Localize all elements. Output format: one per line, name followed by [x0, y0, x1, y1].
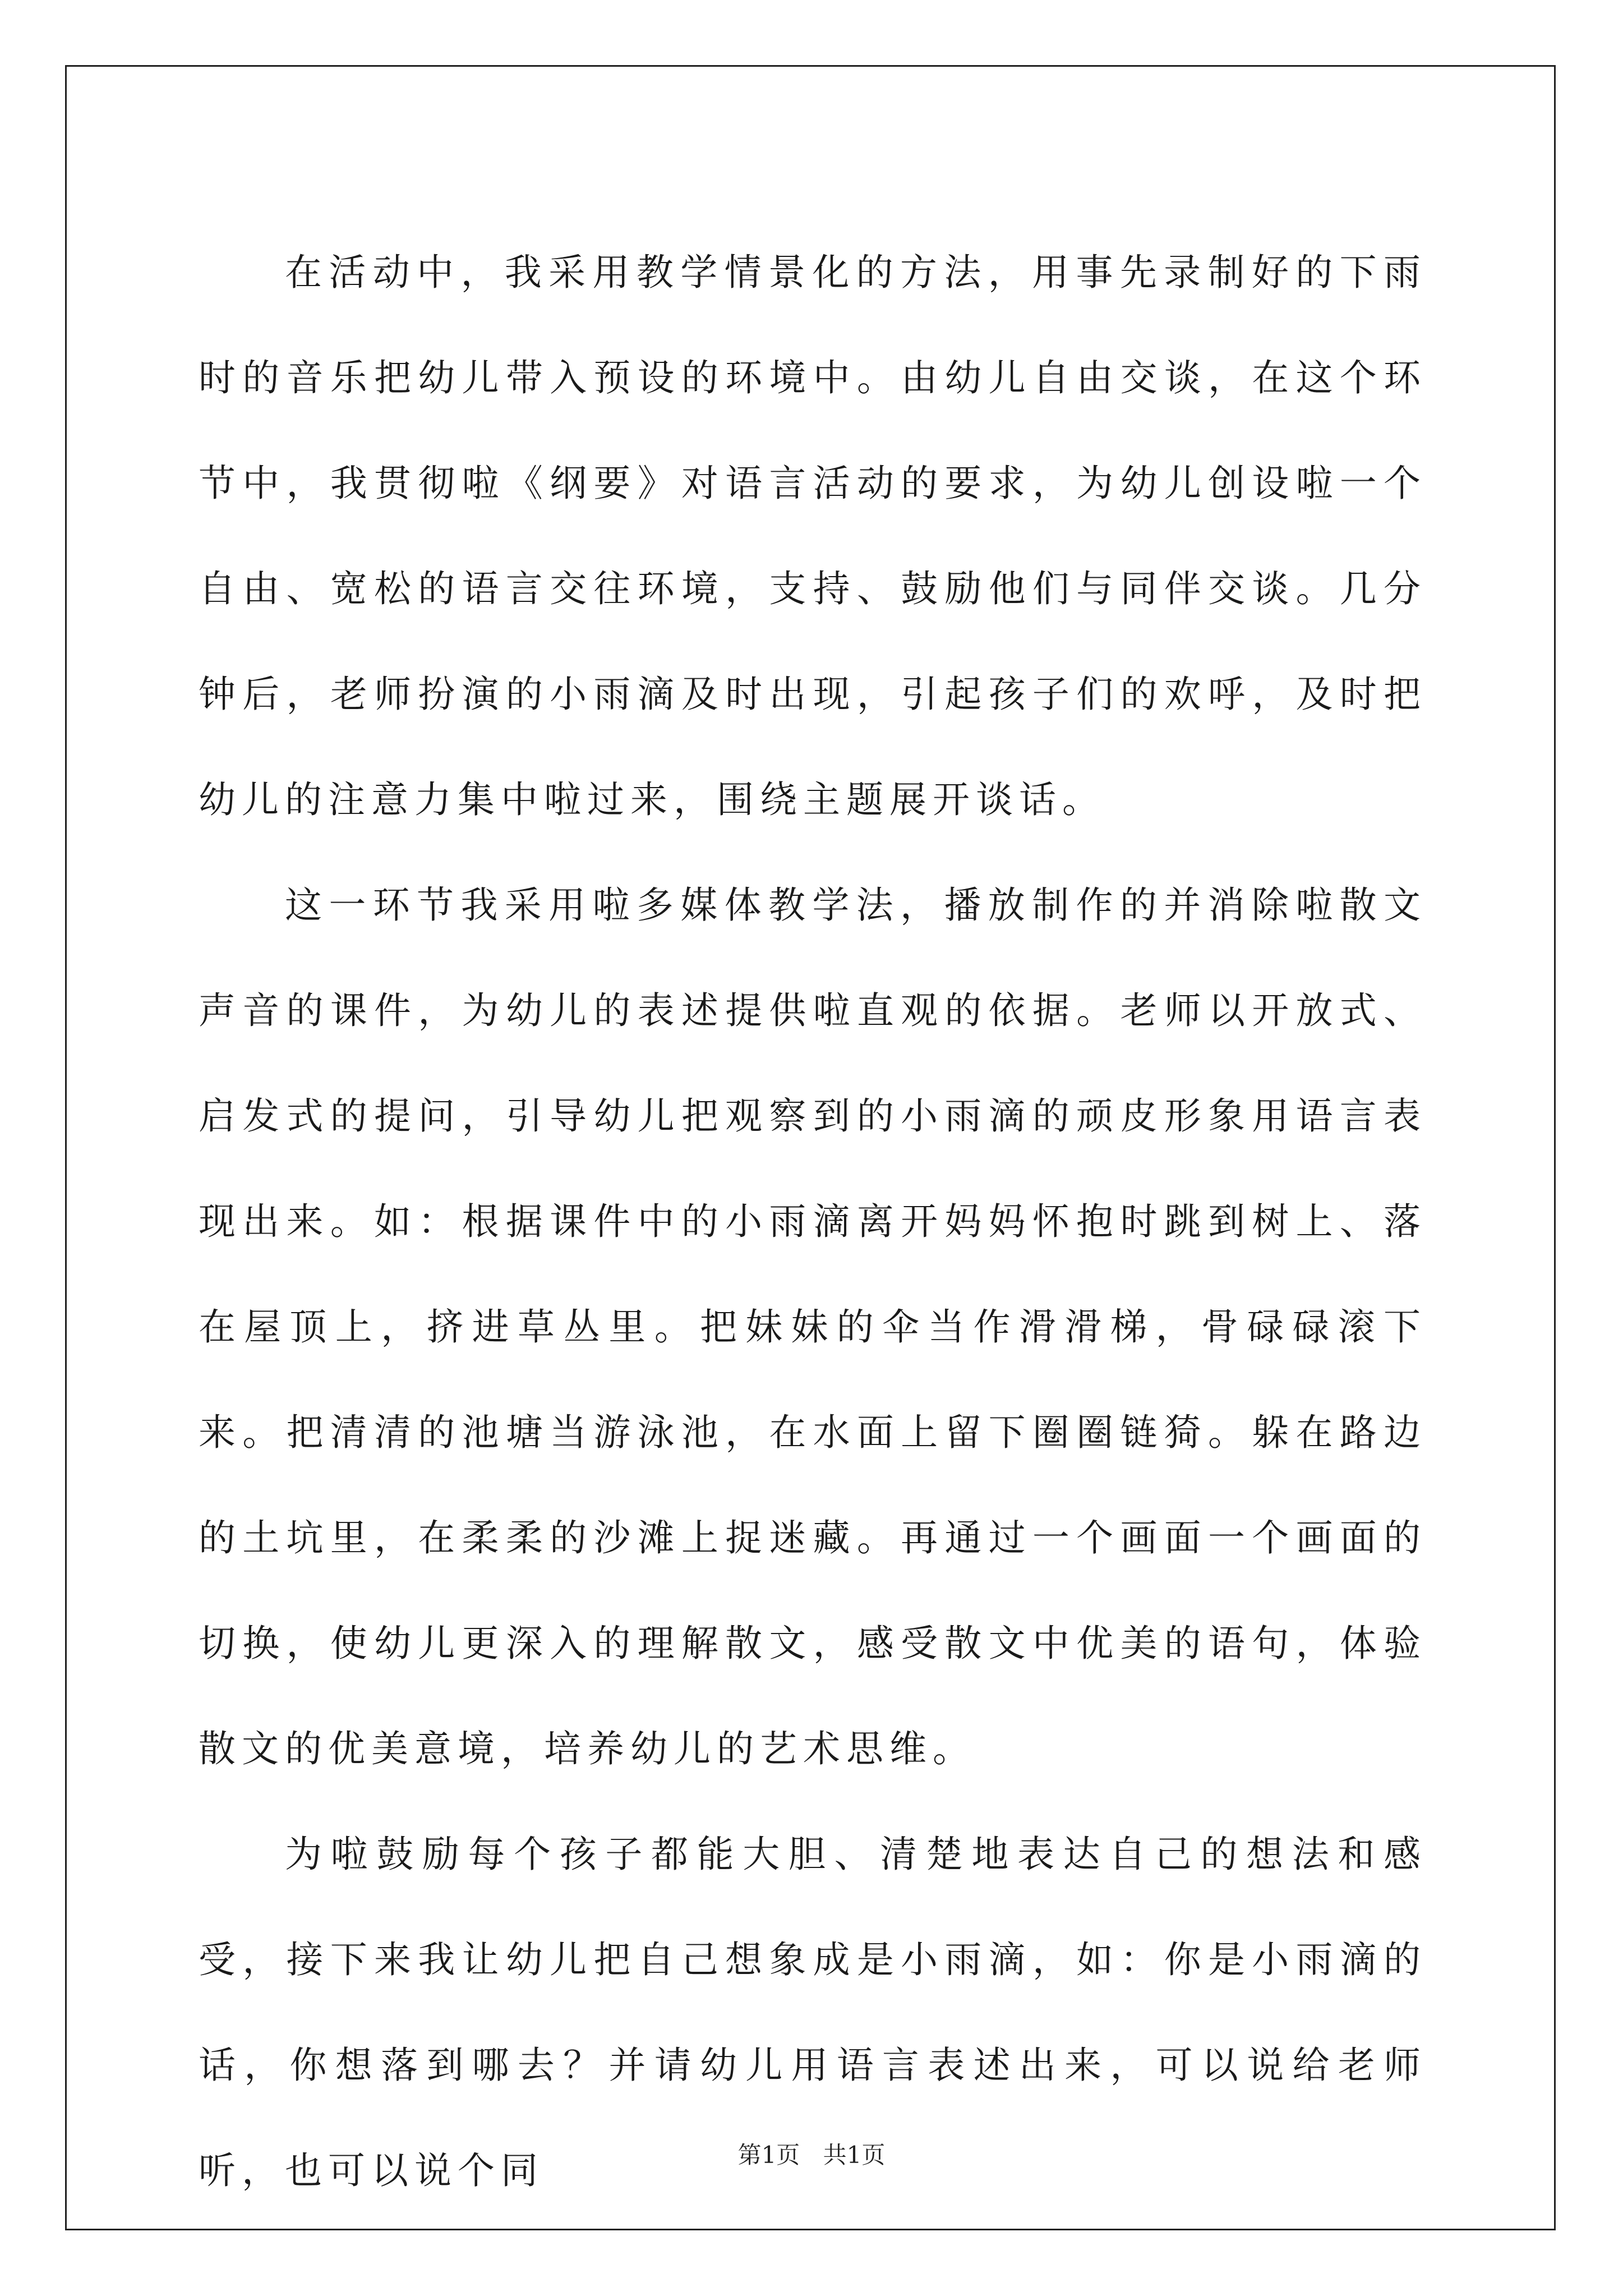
page-total: 共1页 — [823, 2141, 886, 2169]
paragraph-1: 在活动中，我采用教学情景化的方法，用事先录制好的下雨时的音乐把幼儿带入预设的环境中。由幼儿自由交谈，在这个环节中，我贯彻啦《纲要》对语言活动的要求，为幼儿创设啦一个自由、宽松的语言交往环境，支持、鼓励他们与同伴交谈。几分钟后，老师扮演的小雨滴及时出现，引起孩子们的欢呼，及时把幼儿的注意力集中啦过来，围绕主题展开谈话。 — [199, 251, 1427, 821]
paragraph-3: 为啦鼓励每个孩子都能大胆、清楚地表达自己的想法和感受，接下来我让幼儿把自己想象成是小雨滴，如：你是小雨滴的话，你想落到哪去？并请幼儿用语言表述出来，可以说给老师听，也可以说个同 — [199, 1833, 1427, 2192]
page-number: 第1页 — [737, 2141, 800, 2169]
document-body — [199, 220, 1427, 2224]
page-footer — [0, 2138, 1623, 2172]
paragraph-2: 这一环节我采用啦多媒体教学法，播放制作的并消除啦散文声音的课件，为幼儿的表述提供啦直观的依据。老师以开放式、启发式的提问，引导幼儿把观察到的小雨滴的顽皮形象用语言表现出来。如：根据课件中的小雨滴离开妈妈怀抱时跳到树上、落在屋顶上，挤进草丛里。把妹妹的伞当作滑滑梯，骨碌碌滚下来。把清清的池塘当游泳池，在水面上留下圈圈链猗。躲在路边的土坑里，在柔柔的沙滩上捉迷藏。再通过一个画面一个画面的切换，使幼儿更深入的理解散文，感受散文中优美的语句，体验散文的优美意境，培养幼儿的艺术思维。 — [199, 884, 1427, 1770]
